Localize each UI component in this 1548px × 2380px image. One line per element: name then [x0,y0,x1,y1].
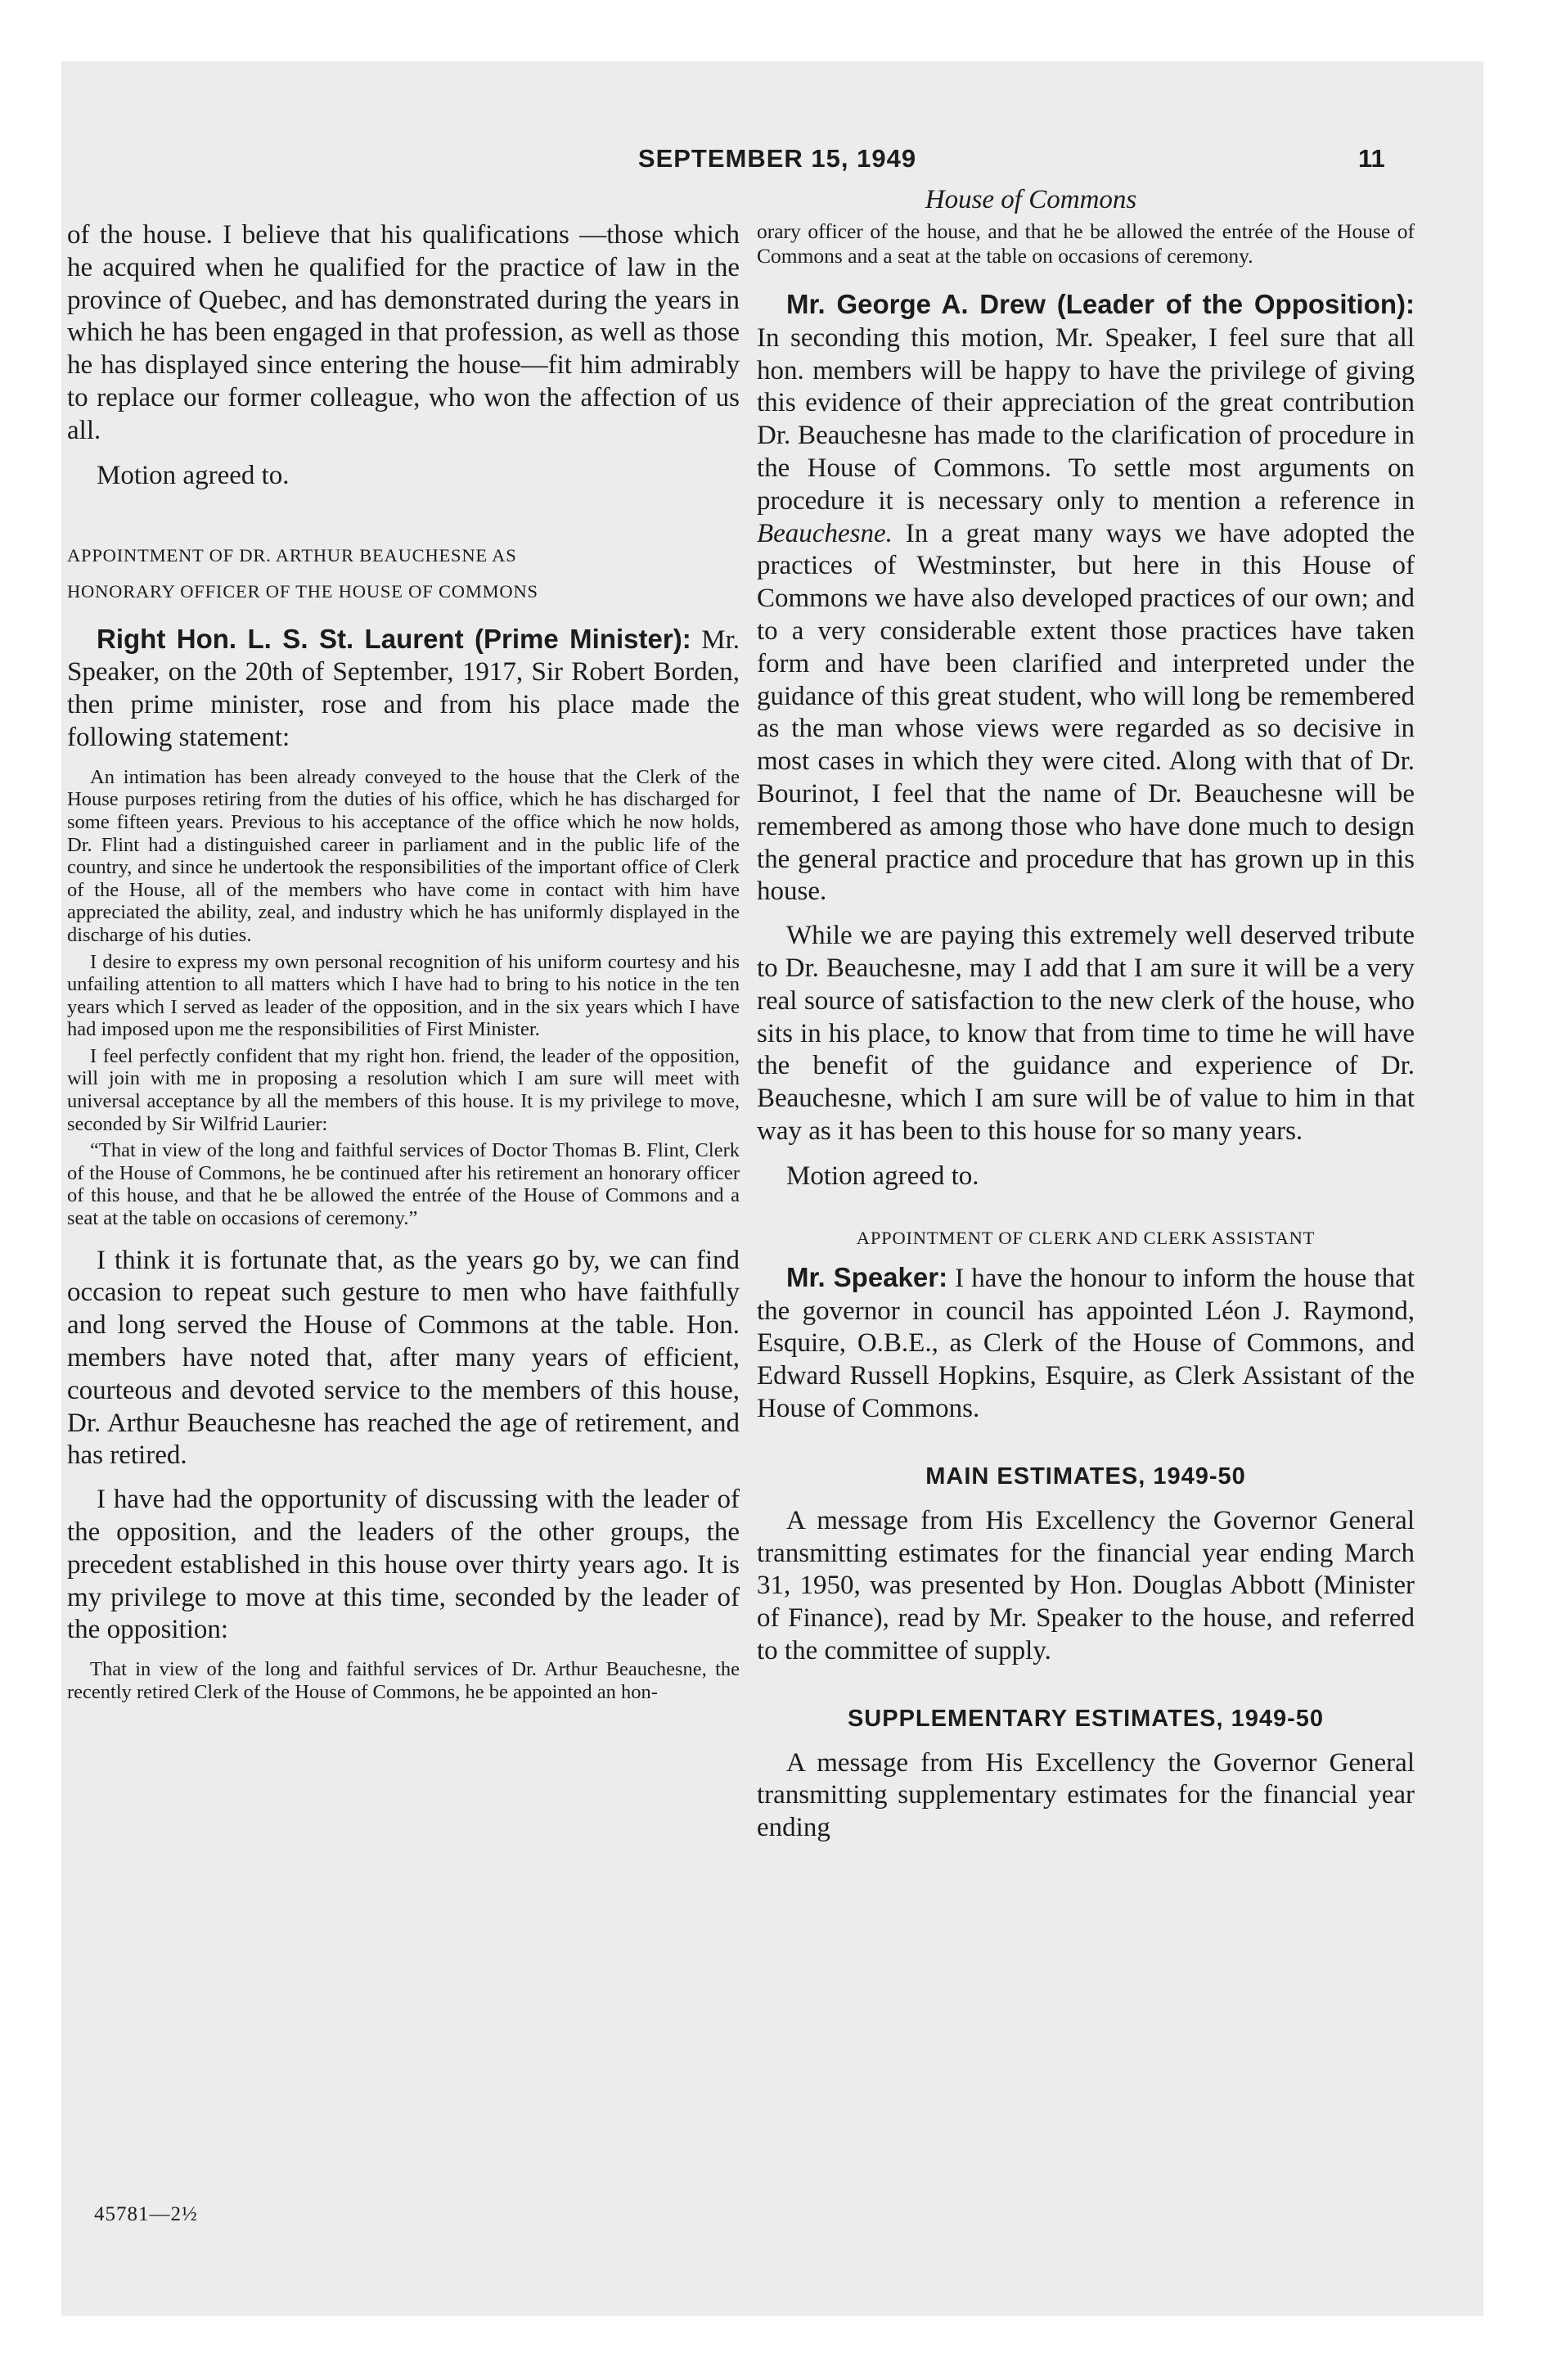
motion-agreed: Motion agreed to. [97,460,290,490]
paragraph: I have had the opportunity of discussing with the leader of the opposition, and the leaders of the other groups, the precedent established in this house over thirty years ago. It is my privilege to move at this time, seconded by the leader of the opposition: [67,1485,740,1645]
section-heading: SUPPLEMENTARY ESTIMATES, 1949-50 [847,1705,1325,1732]
speaker-name: Mr. George A. Drew (Leader of the Opposition): [786,289,1415,319]
speech-paragraph [67,623,740,755]
section-heading [67,538,740,610]
quoted-paragraph: I desire to express my own personal recognition of his uniform courtesy and his unfailing attention to all matters which I have had to bring to his notice in the ten years which I served as leader of the opposition, and in the six years which I have had imposed upon me the responsibilities of First Minister. [67,950,740,1041]
speaker-name: Right Hon. L. S. St. Laurent (Prime Minister): [97,623,691,654]
section-heading: APPOINTMENT OF CLERK AND CLERK ASSISTANT [856,1227,1316,1248]
quoted-paragraph: I feel perfectly confident that my right hon. friend, the leader of the opposition, will join with me in proposing a resolution which I am sure will meet with universal acceptance by all the members of this house. It is my privilege to move, seconded by Sir Wilfrid Laurier: [67,1044,740,1135]
speech-text: In seconding this motion, Mr. Speaker, I feel sure that all hon. members will be happy to have the privilege of giving this evidence of their appreciation of the great contribution Dr. Beauchesne has made to the clarification of procedure in the House of Commons. To settle most arguments on procedure it is necessary only to mention a reference in [757,322,1415,516]
running-head: SEPTEMBER 15, 1949 [637,144,917,173]
quoted-paragraph: That in view of the long and faithful services of Dr. Arthur Beauchesne, the recently retired Clerk of the House of Commons, he be appointed an hon- [67,1658,740,1703]
quoted-paragraph: An intimation has been already conveyed to the house that the Clerk of the House purposes retiring from the duties of his office, which he has discharged for some fifteen years. Previous to his acceptance of the office which he now holds, Dr. Flint had a distinguished career in parliament and in the public life of the country, and since he undertook the responsibilities of the important office of Clerk of the House, all of the members who have come in contact with him have appreciated the ability, zeal, and industry which he has uniformly displayed in the discharge of his duties. [67,765,740,946]
quoted-paragraph: “That in view of the long and faithful services of Doctor Thomas B. Flint, Clerk of the House of Commons, he be continued after his retirement an honorary officer of this house, and that he be allowed the entrée of the House of Commons and a seat at the table on occasions of ceremony.” [67,1139,740,1230]
speech-italic-text: Beauchesne. [757,518,893,548]
speech-text: Mr. Speaker, on the 20th of September, 1917, Sir Robert Borden, then prime minister, rose and from his place made the following statement: [67,624,740,752]
speaker-name: Mr. Speaker: [786,1261,948,1292]
paragraph: of the house. I believe that his qualifications —those which he acquired when he qualified for the practice of law in the province of Quebec, and has demonstrated during the years in which he has been engaged in that profession, as well as those he has displayed since entering the house—fit him admirably to replace our former colleague, who won the affection of us all. [67,220,740,445]
speech-paragraph [757,1261,1415,1426]
quoted-paragraph-continued: orary officer of the house, and that he be allowed the entrée of the House of Commons and a seat at the table on occasions of ceremony. [757,219,1415,268]
section-heading-line: HONORARY OFFICER OF THE HOUSE OF COMMONS [67,580,538,602]
footer-print-code: 45781—2½ [94,2203,198,2225]
section-heading-line: APPOINTMENT OF DR. ARTHUR BEAUCHESNE AS [67,544,517,566]
paragraph: A message from His Excellency the Governor General transmitting estimates for the financial year ending March 31, 1950, was presented by Hon. Douglas Abbott (Minister of Finance), read by Mr. Speaker to the house, and referred to the committee of supply. [757,1505,1415,1666]
speech-paragraph [757,288,1415,908]
speech-text: In a great many ways we have adopted the practices of Westminster, but here in this House of Commons we have also developed practices of our own; and to a very considerable extent those practices have taken form and have been clarified and interpreted under the guidance of this great student, who will long be remembered as the man whose views were regarded as so decisive in most cases in which they were cited. Along with that of Dr. Bourinot, I feel that the name of Dr. Beauchesne will be remembered as among those who have done much to design the general practice and procedure that has grown up in this house. [757,518,1415,907]
paragraph: While we are paying this extremely well deserved tribute to Dr. Beauchesne, may I add that I am sure it will be a very real source of satisfaction to the new clerk of the house, who sits in his place, to know that from time to time he will have the benefit of the guidance and experience of Dr. Beauchesne, which I am sure will be of value to him in that way as it has been to this house for so many years. [757,921,1415,1146]
house-label: House of Commons [925,185,1137,214]
left-column [67,219,740,1707]
paragraph: A message from His Excellency the Governor General transmitting supplementary estimates for the financial year ending [757,1747,1415,1843]
motion-agreed: Motion agreed to. [786,1161,979,1191]
right-column [757,219,1415,1856]
paragraph: I think it is fortunate that, as the years go by, we can find occasion to repeat such gesture to men who have faithfully and long served the House of Commons at the table. Hon. members have noted that, after many years of efficient, courteous and devoted service to the members of this house, Dr. Arthur Beauchesne has reached the age of retirement, and has retired. [67,1245,740,1471]
speech-text: I have the honour to inform the house that the governor in council has appointed Léon J. Raymond, Esquire, O.B.E., as Clerk of the House of Commons, and Edward Russell Hopkins, Esquire, as Clerk Assistant of the House of Commons. [757,1263,1415,1423]
page-number: 11 [1358,144,1385,173]
section-heading: MAIN ESTIMATES, 1949-50 [925,1463,1246,1490]
